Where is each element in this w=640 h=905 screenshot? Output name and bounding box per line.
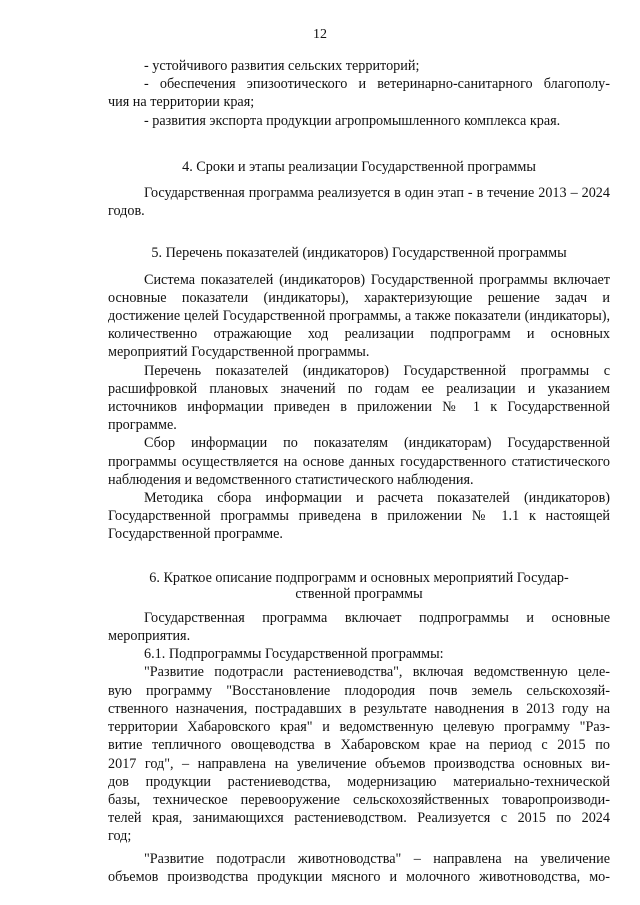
- text-line: объемов производства продукции мясного и молочного животноводства, мо-: [108, 868, 610, 885]
- subprogram-livestock: [108, 850, 610, 886]
- bullet-item: - развития экспорта продукции агропромышленного комплекса края.: [144, 112, 561, 129]
- subsection-6-1-heading: 6.1. Подпрограммы Государственной программы:: [144, 646, 444, 663]
- text-line: ственного назначения, пострадавших в результате наводнения в 2013 году на: [108, 700, 610, 717]
- text-line: территории Хабаровского края" и ведомственную целевую программу "Раз-: [108, 719, 610, 736]
- section-4-heading: 4. Сроки и этапы реализации Государственной программы: [182, 158, 536, 175]
- section-5-paragraph-3: Сбор информации по показателям (индикаторам) Государственной программы осуществляется на основе данных государственного статистического наблюдения и ведомственного статистического наблюдения.: [108, 435, 610, 488]
- section-5-paragraph-4: Методика сбора информации и расчета показателей (индикаторов) Государственной программы приведена в приложении № 1.1 к настоящей Государственной программе.: [108, 490, 610, 543]
- section-5-heading: 5. Перечень показателей (индикаторов) Государственной программы: [151, 245, 567, 262]
- text-line: телей края, занимающихся растениеводством. Реализуется с 2015 по 2024: [108, 810, 610, 827]
- bullet-item: - обеспечения эпизоотического и ветеринарно-санитарного благополу-: [144, 76, 610, 93]
- section-5-paragraph-2: Перечень показателей (индикаторов) Государственной программы с расшифровкой плановых значений по годам ее реализации и указанием источников информации приведен в приложении № 1 к Государственной программе.: [108, 362, 610, 434]
- text-line: "Развитие подотрасли животноводства" – направлена на увеличение: [144, 850, 610, 867]
- section-6-heading-line-1: 6. Краткое описание подпрограмм и основных мероприятий Государ-: [149, 569, 569, 586]
- text-line: "Развитие подотрасли растениеводства", включая ведомственную целе-: [144, 664, 610, 681]
- bullet-list: [108, 57, 610, 130]
- text-line: витие тепличного овощеводства в Хабаровском крае на период с 2015 по: [108, 737, 610, 754]
- page-number: 12: [313, 27, 327, 42]
- subprogram-plant-growing: [108, 663, 610, 845]
- page-content: [108, 57, 610, 886]
- section-5-paragraph-1: Система показателей (индикаторов) Государственной программы включает основные показатели (индикаторы), характеризующие решение задач и достижение целей Государственной программы, а также показатели (индикаторы), количественно отражающие ход реализации подпрограмм и основных мероприятий Государственной программы.: [108, 271, 610, 361]
- section-6-heading-line-2: ственной программы: [295, 585, 423, 602]
- text-line: дов продукции растениеводства, модернизацию материально-технической: [108, 773, 610, 790]
- text-line: вую программу "Восстановление плодородия почв земель сельскохозяй-: [108, 682, 610, 699]
- text-line: базы, техническое перевооружение сельскохозяйственных товаропроизводи-: [108, 791, 610, 808]
- text-line: 2017 год", – направлена на увеличение объемов производства основных ви-: [108, 755, 610, 772]
- section-4-paragraph: Государственная программа реализуется в один этап - в течение 2013 – 2024 годов.: [108, 185, 610, 220]
- bullet-item: - устойчивого развития сельских территорий;: [144, 58, 420, 74]
- text-line: год;: [108, 828, 132, 845]
- bullet-item-continuation: чия на территории края;: [108, 94, 255, 111]
- section-6-intro: Государственная программа включает подпрограммы и основные мероприятия.: [108, 609, 610, 645]
- section-6-heading: [108, 569, 610, 601]
